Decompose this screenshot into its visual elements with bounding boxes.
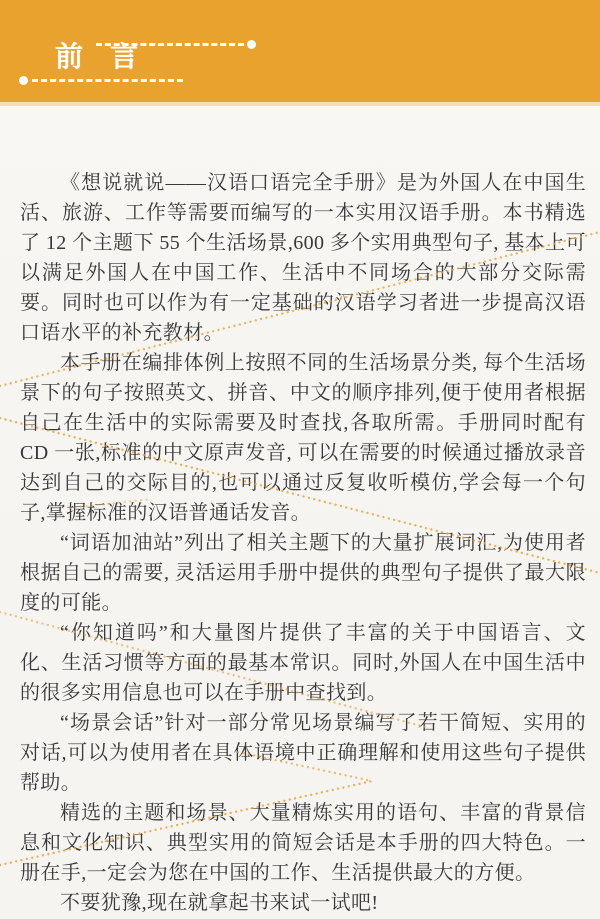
header-dash-dot-top — [247, 40, 256, 49]
preface-paragraph: 不要犹豫,现在就拿起书来试一试吧! — [60, 892, 379, 914]
header-dashed-line-bottom — [32, 79, 183, 82]
preface-paragraph: 本手册在编排体例上按照不同的生活场景分类, 每个生活场景下的句子按照英文、拼音、中文的顺序排列,便于使用者根据自己在生活中的实际需要及时查找,各取所需。手册同时配有 CD 一张,标准的中文原声发音, 可以在需要的时候通过播放录音达到自己的交际目的,也可以通过反复收听模仿,学会每一个句子,掌握标准的汉语普通话发音。 — [20, 352, 586, 524]
preface-paragraph: 精选的主题和场景、大量精炼实用的语句、丰富的背景信息和文化知识、典型实用的简短会话是本手册的四大特色。一册在手,一定会为您在中国的工作、生活提供最大的方便。 — [20, 802, 586, 884]
preface-paragraph: “词语加油站”列出了相关主题下的大量扩展词汇,为使用者根据自己的需要, 灵活运用手册中提供的典型句子提供了最大限度的可能。 — [20, 532, 586, 614]
preface-paragraph: “场景会话”针对一部分常见场景编写了若干简短、实用的对话,可以为使用者在具体语境中正确理解和使用这些句子提供帮助。 — [20, 712, 586, 794]
header-dash-dot-bottom — [19, 76, 28, 85]
preface-body — [20, 168, 586, 918]
preface-paragraph: “你知道吗”和大量图片提供了丰富的关于中国语言、文化、生活习惯等方面的最基本常识。同时,外国人在中国生活中的很多实用信息也可以在手册中查找到。 — [20, 622, 586, 704]
preface-paragraph: 《想说就说——汉语口语完全手册》是为外国人在中国生活、旅游、工作等需要而编写的一本实用汉语手册。本书精选了 12 个主题下 55 个生活场景,600 多个实用典型句子, 基本上可以满足外国人在中国工作、生活中不同场合的大部分交际需要。同时也可以作为有一定基础的汉语学习者进一步提高汉语口语水平的补充教材。 — [20, 172, 586, 344]
page-title: 前 言 — [55, 42, 149, 73]
header-band — [0, 0, 600, 106]
